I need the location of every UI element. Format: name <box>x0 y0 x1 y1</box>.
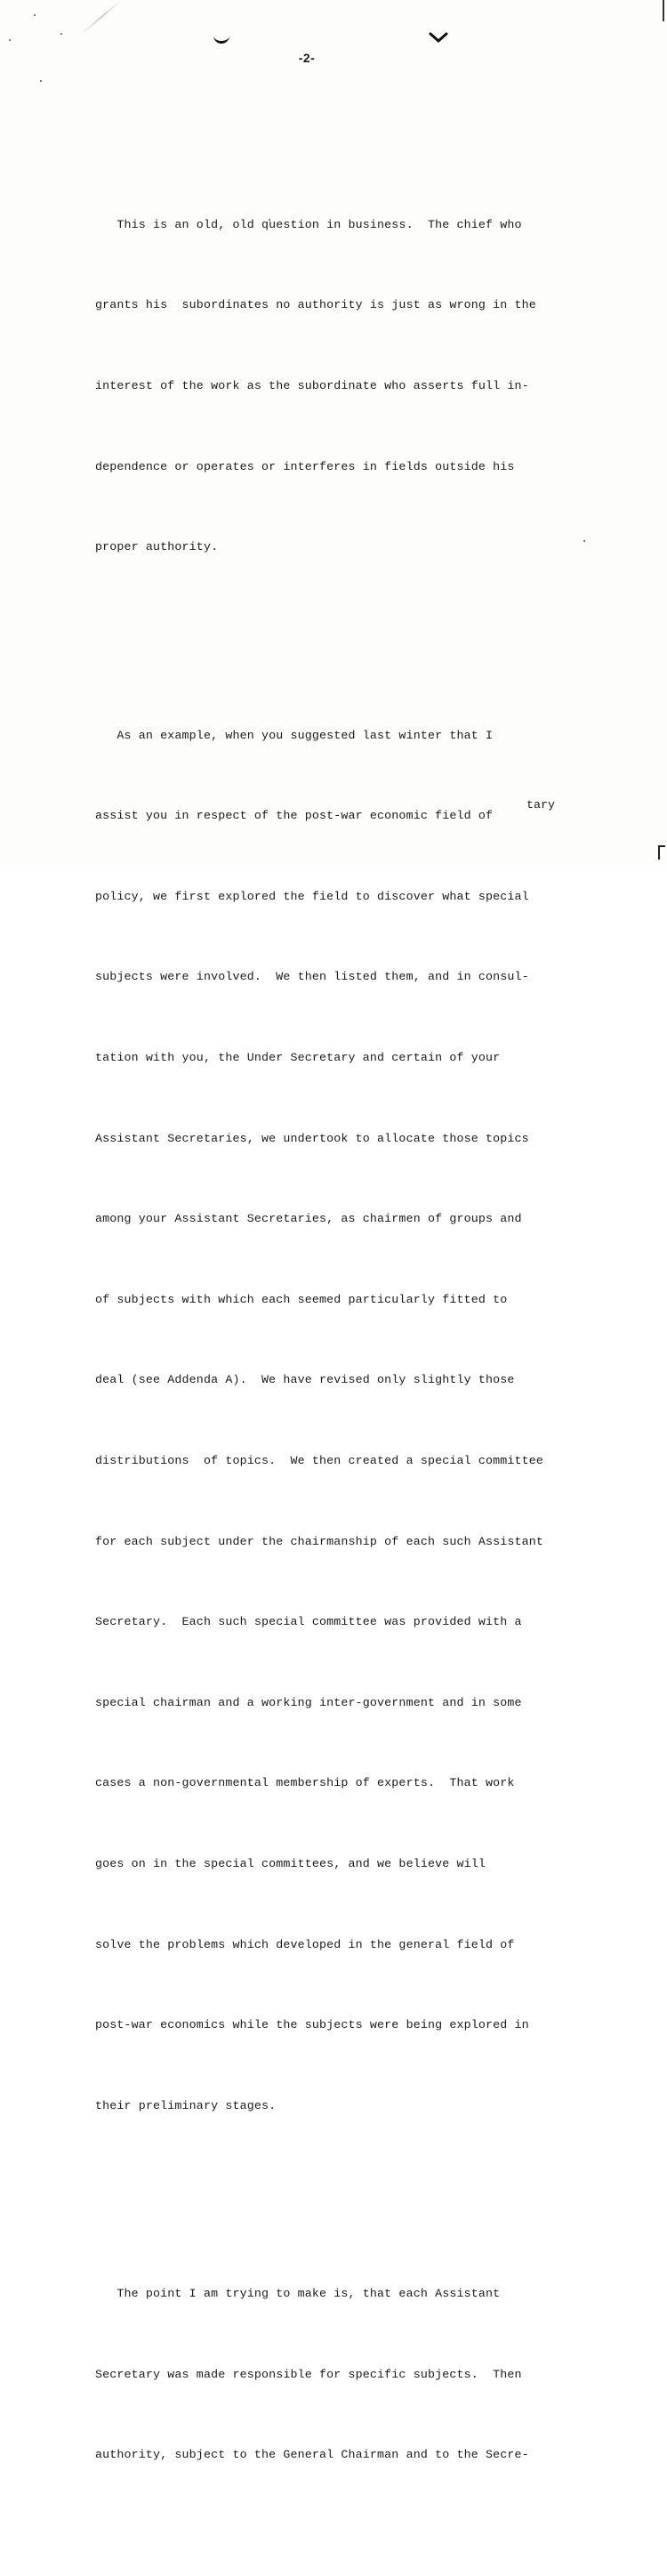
text-line: solve the problems which developed in the general field of <box>95 1937 515 1951</box>
text-line: Secretary. Each such special committee was provided with a <box>95 1615 522 1629</box>
text-line: special chairman and a working inter-government and in some <box>95 1695 522 1709</box>
text-line: among your Assistant Secretaries, as chairmen of groups and <box>95 1212 522 1226</box>
scan-speck <box>60 33 62 35</box>
text-line: dependence or operates or interferes in fields outside his <box>95 459 515 473</box>
text-line: This is an old, old question in business. The chief who <box>95 217 522 231</box>
binding-mark-left <box>213 34 229 44</box>
paragraph-2 <box>95 668 593 2173</box>
scan-scratch-mark <box>80 0 122 36</box>
text-line: grants his subordinates no authority is just as wrong in the <box>95 298 536 312</box>
paragraph-3 <box>95 2227 593 2523</box>
scan-speck <box>9 39 11 41</box>
text-line: Secretary was made responsible for specific subjects. Then <box>95 2367 522 2381</box>
text-line: authority, subject to the General Chairman and to the Secre- <box>95 2448 529 2462</box>
text-line: Assistant Secretaries, we undertook to allocate those topics <box>95 1131 529 1145</box>
scan-edge-line <box>663 0 664 21</box>
text-line: deal (see Addenda A). We have revised only slightly those <box>95 1373 515 1387</box>
text-line: cases a non-governmental membership of experts. That work <box>95 1776 515 1790</box>
text-line: As an example, when you suggested last winter that I <box>95 728 494 742</box>
text-line: of subjects with which each seemed particularly fitted to <box>95 1292 508 1306</box>
text-line: goes on in the special committees, and we believe will <box>95 1856 486 1870</box>
page-number: -2- <box>298 51 316 65</box>
body-text <box>95 104 593 2576</box>
text-line: for each subject under the chairmanship of each such Assistant <box>95 1534 544 1548</box>
text-line: proper authority. <box>95 540 219 554</box>
text-line: policy, we first explored the field to discover what special <box>95 889 529 903</box>
catchword: tary <box>526 798 555 812</box>
text-line: tation with you, the Under Secretary and certain of your <box>95 1050 501 1064</box>
scan-corner-mark <box>658 845 665 860</box>
text-line: interest of the work as the subordinate who asserts full in- <box>95 379 529 392</box>
text-line: their preliminary stages. <box>95 2098 277 2112</box>
binding-mark-right <box>430 32 447 43</box>
text-line: subjects were involved. We then listed them, and in consul- <box>95 970 529 984</box>
scan-speck <box>40 80 42 82</box>
text-line: post-war economics while the subjects were being explored in <box>95 2018 529 2032</box>
text-line: distributions of topics. We then created a special committee <box>95 1453 544 1467</box>
paragraph-1 <box>95 157 593 614</box>
text-line: assist you in respect of the post-war economic field of <box>95 809 494 823</box>
scan-speck <box>34 14 36 16</box>
text-line: The point I am trying to make is, that each Assistant <box>95 2287 501 2301</box>
